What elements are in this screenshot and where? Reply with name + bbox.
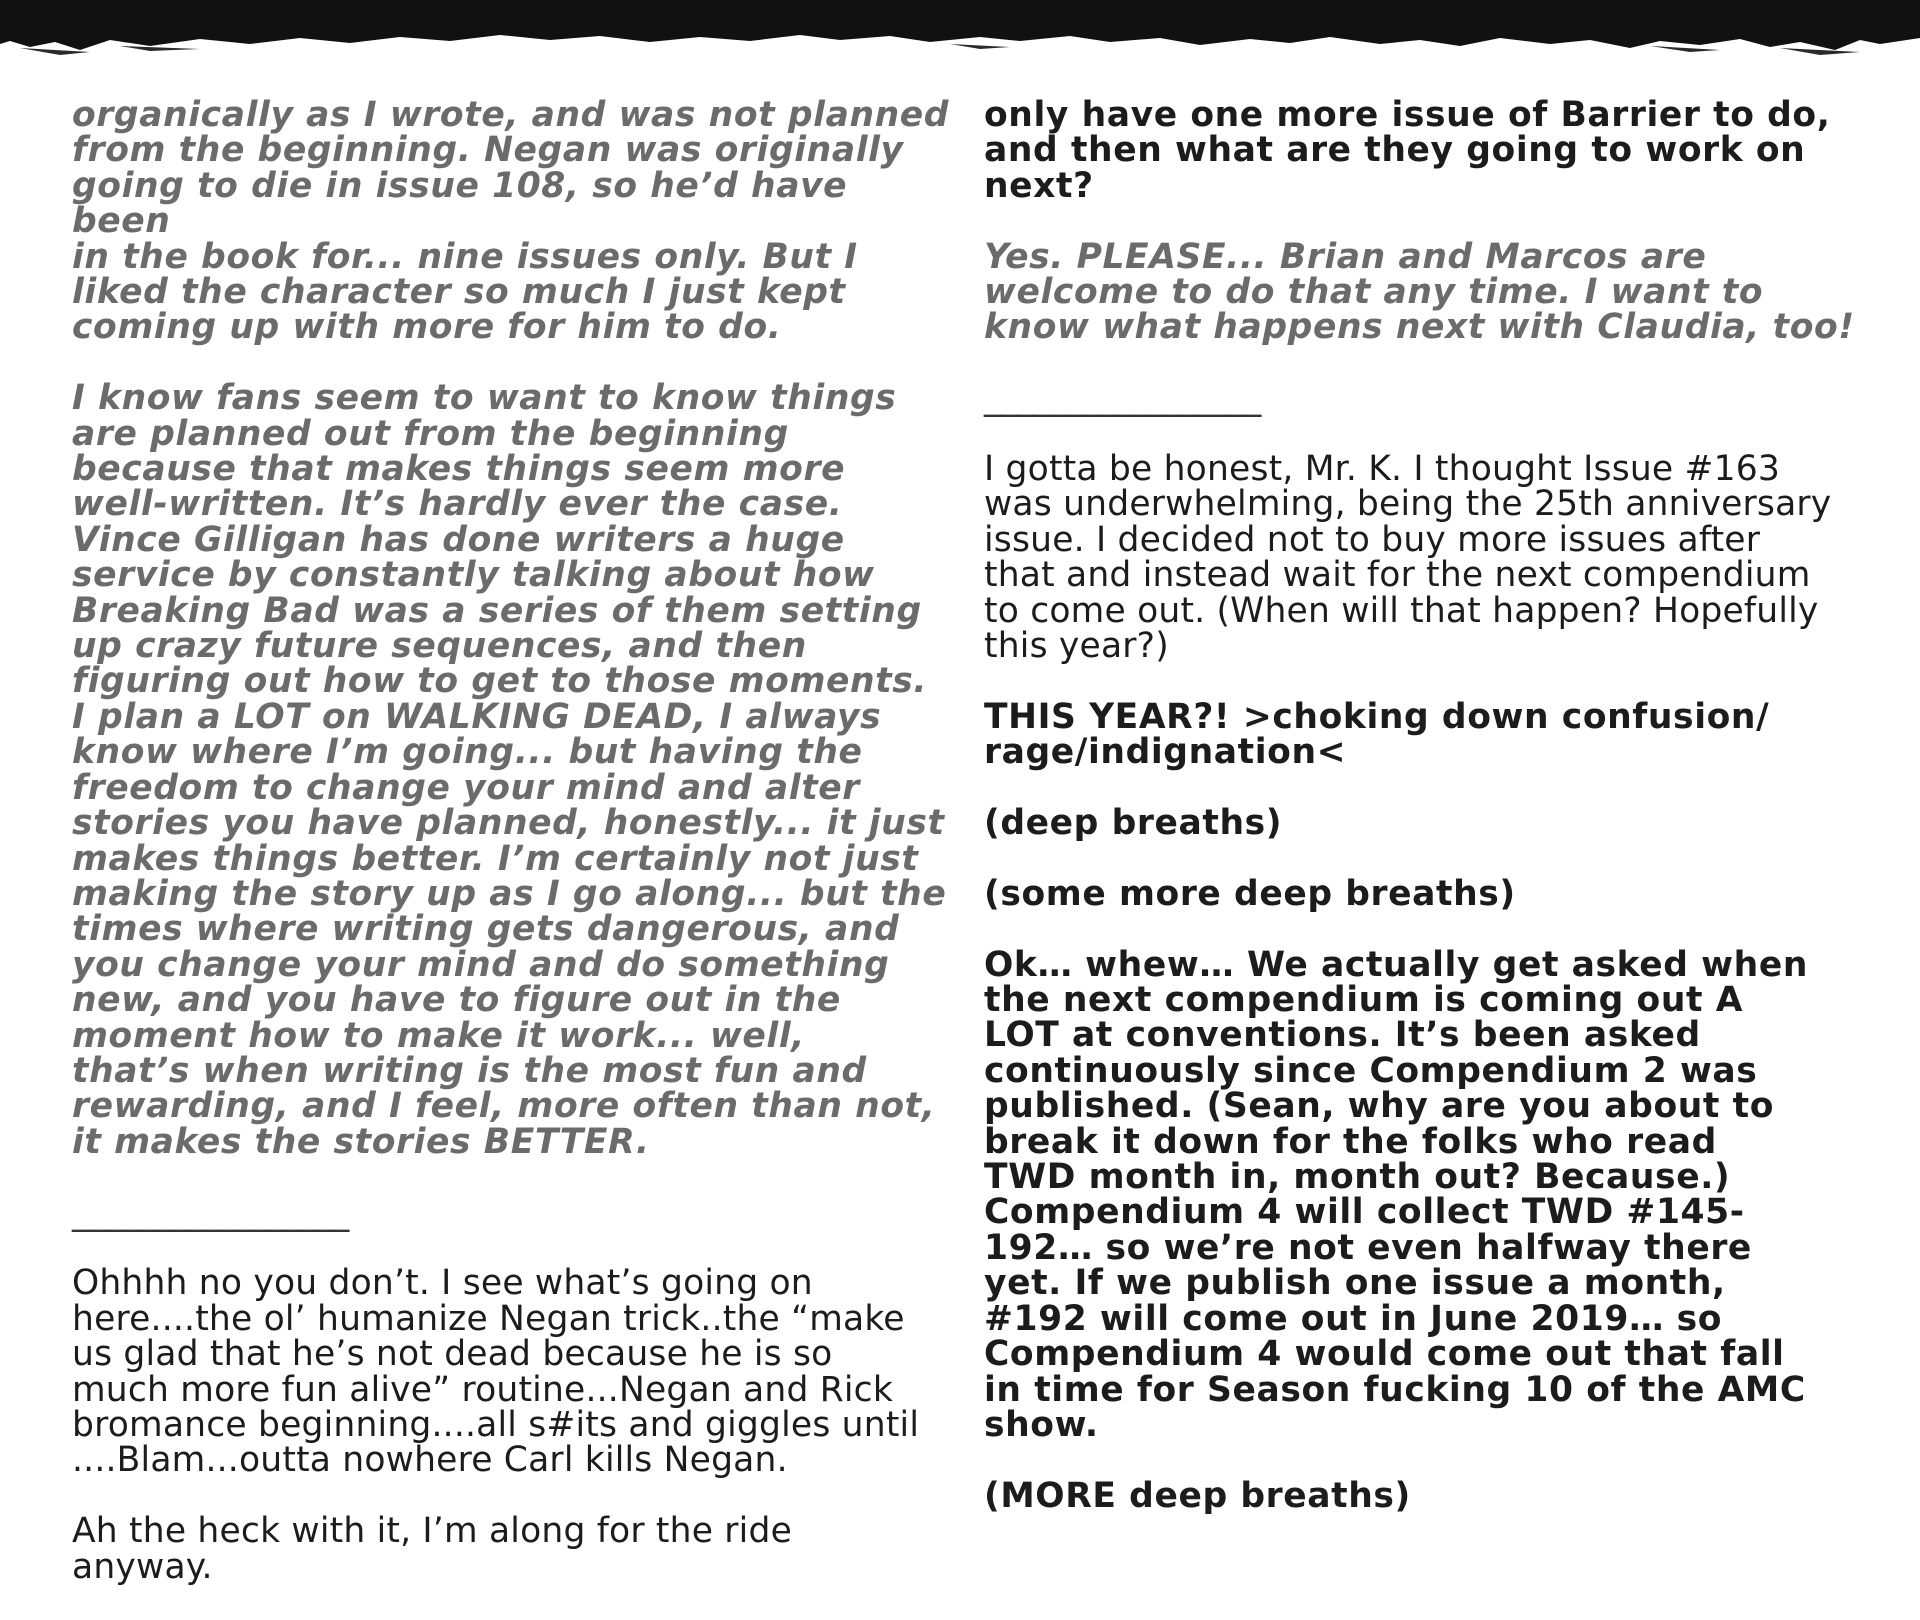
reply-more-deep-breaths: (some more deep breaths)	[984, 873, 1516, 914]
reader-letter-compendium: I gotta be honest, Mr. K. I thought Issue #163 was underwhelming, being the 25th anniversary issue. I decided not to buy more issues after that and instead wait for the next compendium to come out. (When will that happen? Hopefully this year?)	[984, 449, 1832, 667]
reply-this-year: THIS YEAR?! >choking down confusion/ rage/indignation<	[984, 696, 1770, 773]
right-column	[984, 95, 1884, 1550]
left-column	[72, 95, 952, 1620]
question-barrier-continuation: only have one more issue of Barrier to do, and then what are they going to work on next?	[984, 95, 1831, 206]
section-separator: _________________	[984, 378, 1261, 419]
section-separator: _________________	[72, 1192, 349, 1233]
reply-more-deep-breaths-caps: (MORE deep breaths)	[984, 1475, 1411, 1516]
answer-paragraph-barrier: Yes. PLEASE... Brian and Marcos are welcome to do that any time. I want to know what happens next with Claudia, too!	[984, 236, 1855, 348]
reply-deep-breaths: (deep breaths)	[984, 803, 1283, 844]
answer-paragraph-negan-planning: organically as I wrote, and was not planned from the beginning. Negan was originally going to die in issue 108, so he’d have been in the book for... nine issues only. But I liked the character so much I just kept coming up with more for him to do.	[72, 95, 950, 348]
answer-paragraph-planning-philosophy: I know fans seem to want to know things are planned out from the beginning because that makes things seem more well-written. It’s hardly ever the case. Vince Gilligan has done writers a huge service by constantly talking about how Breaking Bad was a series of them setting up crazy future sequences, and then figuring out how to get to those moments. I plan a LOT on WALKING DEAD, I always know where I’m going... but having the freedom to change your mind and alter stories you have planned, honestly... it just makes things better. I’m certainly not just making the story up as I go along... but the times where writing gets dangerous, and you change your mind and do something new, and you have to figure out in the moment how to make it work... well, that’s when writing is the most fun and rewarding, and I feel, more often than not, it makes the stories BETTER.	[72, 378, 947, 1162]
torn-brush-top-border	[0, 0, 1920, 64]
reader-letter-along-for-ride: Ah the heck with it, I’m along for the ride anyway.	[72, 1511, 792, 1587]
reader-letter-negan-trick: Ohhhh no you don’t. I see what’s going on here....the ol’ humanize Negan trick..the “make us glad that he’s not dead because he is so much more fun alive” routine...Negan and Rick bromance beginning....all s#its and giggles until ....Blam...outta nowhere Carl kills Negan.	[72, 1263, 920, 1481]
reply-compendium-schedule: Ok… whew… We actually get asked when the next compendium is coming out A LOT at conventions. It’s been asked continuously since Compendium 2 was published. (Sean, why are you about to break it down for the folks who read TWD month in, month out? Because.) Compendium 4 will collect TWD #145- 192… so we’re not even halfway there yet. If we publish one issue a month, #192 will come out in June 2019… so Compendium 4 would come out that fall in time for Season fucking 10 of the AMC show.	[984, 944, 1808, 1445]
